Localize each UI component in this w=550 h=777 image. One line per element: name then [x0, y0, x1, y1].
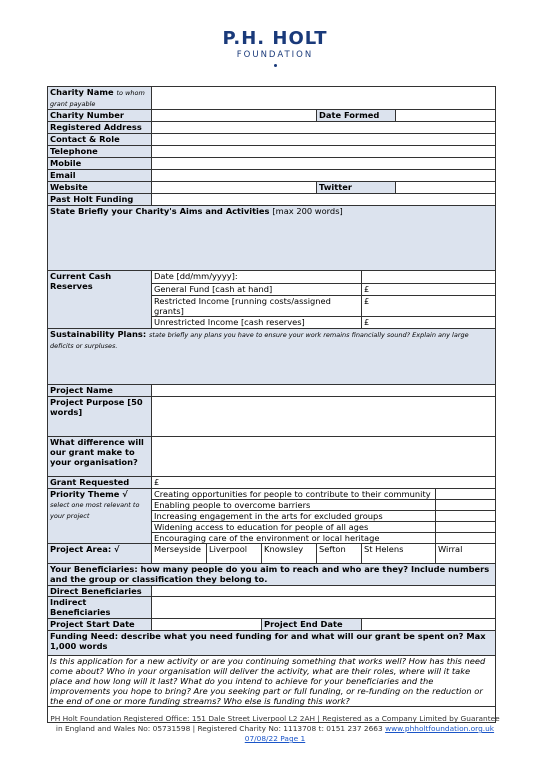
- twitter-field[interactable]: [396, 182, 496, 194]
- area-option[interactable]: Sefton: [317, 544, 362, 564]
- theme-checkbox[interactable]: [436, 533, 496, 544]
- indirect-beneficiaries-field[interactable]: [152, 597, 496, 619]
- grant-requested-field[interactable]: £: [152, 477, 496, 489]
- past-funding-label: Past Holt Funding: [48, 194, 152, 206]
- project-purpose-label: Project Purpose [50 words]: [48, 397, 152, 437]
- area-option[interactable]: Merseyside: [152, 544, 207, 564]
- project-start-label: Project Start Date: [48, 619, 152, 631]
- footer: [0, 714, 550, 744]
- funding-need-guidance: Is this application for a new activity or are you continuing something that works well? How has this need come about? Who in your organisation will deliver the activity, what are their roles, where will it take place and how long will it last? What do you intend to achieve for your beneficiaries and the improvements you hope to bring? Are you seeking part or full funding, or re-funding on the reduction or the end of one or more funding streams? Who else is funding this work?: [48, 656, 496, 707]
- theme-checkbox[interactable]: [436, 500, 496, 511]
- logo-line1: P.H. HOLT: [222, 28, 328, 49]
- logo-line2: FOUNDATION: [236, 50, 314, 60]
- general-fund-field[interactable]: £: [362, 284, 496, 296]
- footer-line1: PH Holt Foundation Registered Office: 151 Dale Street Liverpool L2 2AH | Registered as a Company Limited by Guarantee: [50, 714, 500, 723]
- project-end-field[interactable]: [362, 619, 496, 631]
- project-name-label: Project Name: [48, 385, 152, 397]
- funding-need-heading: Funding Need: describe what you need funding for and what will our grant be spent on? Max 1,000 words: [48, 631, 496, 656]
- direct-beneficiaries-field[interactable]: [152, 586, 496, 597]
- sustainability-section[interactable]: Sustainability Plans: state briefly any plans you have to ensure your work remains financially sound? Explain any large deficits or surpluses.: [48, 329, 496, 385]
- project-area-label: Project Area: √: [48, 544, 152, 564]
- area-option[interactable]: St Helens: [362, 544, 436, 564]
- area-option[interactable]: Knowsley: [262, 544, 317, 564]
- charity-number-field[interactable]: [152, 110, 317, 122]
- cash-date-field[interactable]: [362, 271, 496, 284]
- telephone-field[interactable]: [152, 146, 496, 158]
- logo-dot: [274, 64, 277, 67]
- area-option[interactable]: Wirral: [436, 544, 496, 564]
- email-field[interactable]: [152, 170, 496, 182]
- theme-option: Creating opportunities for people to contribute to their community: [152, 489, 436, 500]
- theme-checkbox[interactable]: [436, 489, 496, 500]
- charity-number-label: Charity Number: [48, 110, 152, 122]
- theme-checkbox[interactable]: [436, 522, 496, 533]
- theme-option: Increasing engagement in the arts for excluded groups: [152, 511, 436, 522]
- area-option[interactable]: Liverpool: [207, 544, 262, 564]
- registered-address-label: Registered Address: [48, 122, 152, 134]
- contact-role-label: Contact & Role: [48, 134, 152, 146]
- project-end-label: Project End Date: [262, 619, 362, 631]
- past-funding-field[interactable]: [152, 194, 496, 206]
- grant-requested-label: Grant Requested: [48, 477, 152, 489]
- difference-field[interactable]: [152, 437, 496, 477]
- charity-name-field[interactable]: [152, 87, 496, 110]
- priority-theme-label: Priority Theme √ select one most relevant to your project: [48, 489, 152, 544]
- website-label: Website: [48, 182, 152, 194]
- mobile-field[interactable]: [152, 158, 496, 170]
- restricted-income-field[interactable]: £: [362, 296, 496, 317]
- direct-beneficiaries-label: Direct Beneficiaries: [48, 586, 152, 597]
- website-link[interactable]: www.phholtfoundation.org.uk: [385, 724, 495, 733]
- telephone-label: Telephone: [48, 146, 152, 158]
- project-name-field[interactable]: [152, 385, 496, 397]
- email-label: Email: [48, 170, 152, 182]
- indirect-beneficiaries-label: Indirect Beneficiaries: [48, 597, 152, 619]
- general-fund-label: General Fund [cash at hand]: [152, 284, 362, 296]
- theme-option: Widening access to education for people of all ages: [152, 522, 436, 533]
- date-formed-field[interactable]: [396, 110, 496, 122]
- charity-name-label: Charity Name to whom grant payable: [48, 87, 152, 110]
- theme-option: Enabling people to overcome barriers: [152, 500, 436, 511]
- footer-line2: in England and Wales No: 05731598 | Registered Charity No: 1113708 t: 0151 237 2663 www.phholtfoundation.org.uk: [55, 724, 495, 733]
- contact-role-field[interactable]: [152, 134, 496, 146]
- cash-date-label: Date [dd/mm/yyyy]:: [152, 271, 362, 284]
- mobile-label: Mobile: [48, 158, 152, 170]
- difference-label: What difference will our grant make to your organisation?: [48, 437, 152, 477]
- registered-address-field[interactable]: [152, 122, 496, 134]
- footer-page: [0, 734, 550, 744]
- date-formed-label: Date Formed: [317, 110, 396, 122]
- twitter-label: Twitter: [317, 182, 396, 194]
- website-field[interactable]: [152, 182, 317, 194]
- project-purpose-field[interactable]: [152, 397, 496, 437]
- page-number-link[interactable]: 07/08/22 Page 1: [244, 734, 306, 743]
- beneficiaries-heading: Your Beneficiaries: how many people do you aim to reach and who are they? Include numbers and the group or classification they belong to.: [48, 564, 496, 586]
- restricted-income-label: Restricted Income [running costs/assigned grants]: [152, 296, 362, 317]
- unrestricted-income-label: Unrestricted Income [cash reserves]: [152, 317, 362, 329]
- foundation-logo: [0, 28, 550, 67]
- unrestricted-income-field[interactable]: £: [362, 317, 496, 329]
- project-start-field[interactable]: [152, 619, 262, 631]
- theme-checkbox[interactable]: [436, 511, 496, 522]
- theme-option: Encouraging care of the environment or local heritage: [152, 533, 436, 544]
- application-form: [47, 86, 496, 723]
- aims-section[interactable]: State Briefly your Charity's Aims and Activities [max 200 words]: [48, 206, 496, 271]
- cash-reserves-label: Current Cash Reserves: [48, 271, 152, 329]
